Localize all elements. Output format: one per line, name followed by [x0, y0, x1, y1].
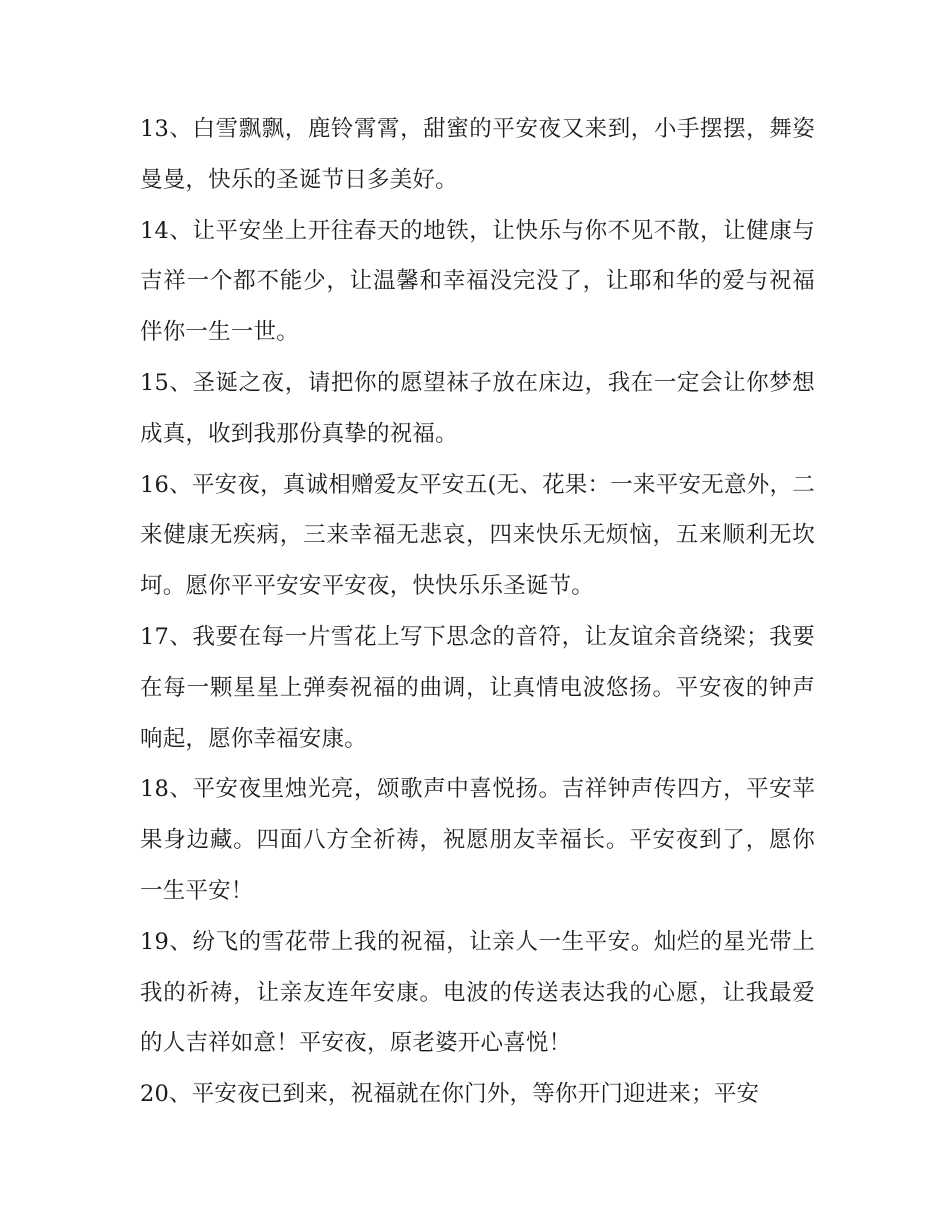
paragraph-17: 17、我要在每一片雪花上写下思念的音符，让友谊余音绕梁；我要在每一颗星星上弹奏祝福的曲调，让真情电波悠扬。平安夜的钟声响起，愿你幸福安康。 [140, 623, 815, 752]
paragraph-13: 13、白雪飘飘，鹿铃霄霄，甜蜜的平安夜又来到，小手摆摆，舞姿曼曼，快乐的圣诞节日多美好。 [140, 116, 815, 193]
paragraph-18: 18、平安夜里烛光亮，颂歌声中喜悦扬。吉祥钟声传四方，平安苹果身边藏。四面八方全祈祷，祝愿朋友幸福长。平安夜到了，愿你一生平安！ [140, 776, 815, 904]
paragraph-15: 15、圣诞之夜，请把你的愿望袜子放在床边，我在一定会让你梦想成真，收到我那份真挚的祝福。 [140, 369, 815, 447]
paragraph-20: 20、平安夜已到来，祝福就在你门外，等你开门迎进来；平安 [140, 1081, 760, 1108]
paragraph-19: 19、纷飞的雪花带上我的祝福，让亲人一生平安。灿烂的星光带上我的祈祷，让亲友连年安康。电波的传送表达我的心愿，让我最爱的人吉祥如意！平安夜，原老婆开心喜悦！ [140, 928, 815, 1057]
paragraph-16: 16、平安夜，真诚相赠爱友平安五(无、花果：一来平安无意外，二来健康无疾病，三来幸福无悲哀，四来快乐无烦恼，五来顺利无坎坷。愿你平平安安平安夜，快快乐乐圣诞节。 [140, 471, 815, 600]
paragraph-14: 14、让平安坐上开往春天的地铁，让快乐与你不见不散，让健康与吉祥一个都不能少，让温馨和幸福没完没了，让耶和华的爱与祝福伴你一生一世。 [140, 217, 815, 346]
document-body [140, 104, 815, 1120]
